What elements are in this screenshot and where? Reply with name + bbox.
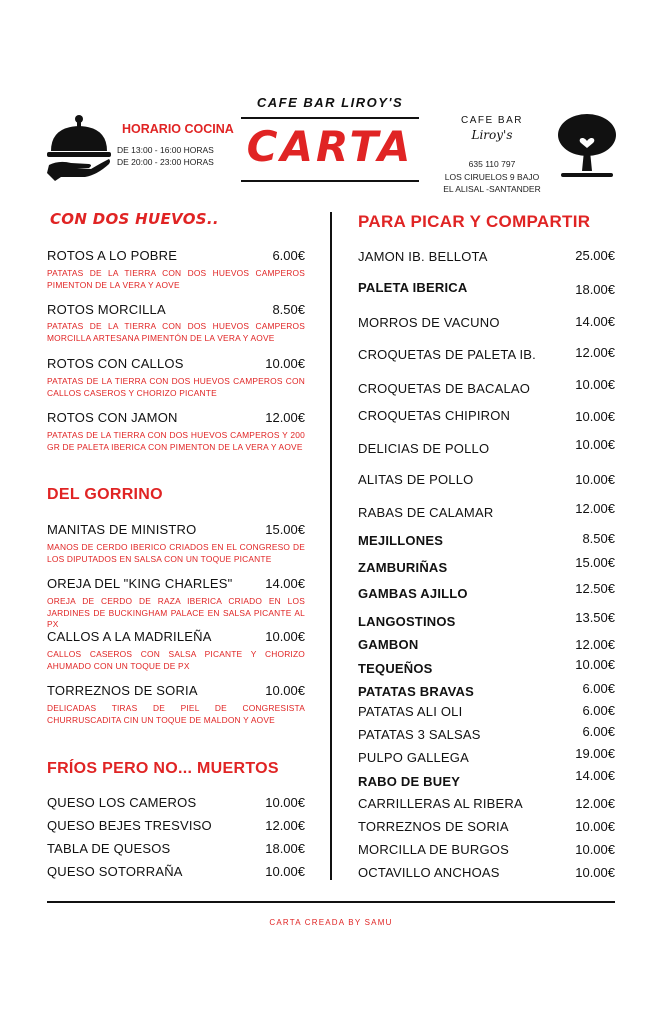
menu-item-name: CROQUETAS DE PALETA IB. [358,347,536,362]
tree-logo-icon [557,113,617,181]
menu-item-name: PATATAS ALI OLI [358,704,463,719]
section-title-gorrino: DEL GORRINO [47,486,163,503]
footer-credit: CARTA CREADA BY SAMU [269,918,393,927]
menu-item-name: MORROS DE VACUNO [358,315,500,330]
menu-item-name: RABO DE BUEY [358,774,461,789]
menu-item-name: DELICIAS DE POLLO [358,441,490,456]
title-rule-top [241,117,419,119]
menu-item-price: 14.00€ [575,768,615,783]
page-title: CARTA [246,122,414,171]
menu-item-name: PATATAS 3 SALSAS [358,727,481,742]
menu-item-name: OCTAVILLO ANCHOAS [358,865,500,880]
menu-item-price: 6.00€ [582,703,615,718]
menu-item-price: 10.00€ [575,819,615,834]
menu-item-price: 10.00€ [575,865,615,880]
address-cafe-label: CAFE BAR [460,115,523,126]
menu-item-name: PATATAS BRAVAS [358,684,474,699]
menu-item-price: 14.00€ [575,314,615,329]
menu-item-price: 12.50€ [575,581,615,596]
menu-item-name: ALITAS DE POLLO [358,472,474,487]
menu-item-name: MORCILLA DE BURGOS [358,842,509,857]
menu-item-name: TABLA DE QUESOS [47,841,171,856]
menu-item-description: PATATAS DE LA TIERRA CON DOS HUEVOS CAMPEROS Y 200 GR DE PALETA IBERICA CON PIMENTON DE LA VERA Y AOVE [47,430,305,452]
menu-item-name: PULPO GALLEGA [358,750,469,765]
menu-item-name: QUESO SOTORRAÑA [47,864,183,879]
menu-item-price: 6.00€ [582,724,615,739]
menu-item-name: CROQUETAS DE BACALAO [358,381,531,396]
cafe-title: CAFE BAR LIROY'S [256,95,404,110]
menu-item-name: TORREZNOS DE SORIA [358,819,509,834]
menu-item-price: 12.00€ [575,501,615,516]
menu-item-price: 12.00€ [575,796,615,811]
menu-item-price: 10.00€ [265,795,305,810]
menu-item-price: 12.00€ [265,818,305,833]
horario-title: HORARIO COCINA [122,122,234,136]
menu-item-price: 6.00€ [582,681,615,696]
menu-item-name: CROQUETAS CHIPIRON [358,408,511,423]
menu-item-price: 12.00€ [575,345,615,360]
menu-item-name: ROTOS MORCILLA [47,302,166,317]
menu-item-name: ROTOS CON JAMON [47,410,178,425]
menu-item-price: 15.00€ [265,522,305,537]
menu-item-price: 10.00€ [265,629,305,644]
menu-item-price: 8.50€ [272,302,305,317]
menu-item-price: 10.00€ [575,472,615,487]
menu-item-price: 15.00€ [575,555,615,570]
menu-item-price: 10.00€ [575,377,615,392]
cloche-icon [45,113,113,183]
address-street: LOS CIRUELOS 9 BAJO [444,172,540,182]
menu-item-price: 10.00€ [265,864,305,879]
section-title-picar: PARA PICAR Y COMPARTIR [358,212,591,231]
menu-item-name: GAMBAS AJILLO [358,586,468,601]
menu-item-name: RABAS DE CALAMAR [358,505,494,520]
section-title-frios: FRÍOS PERO NO... MUERTOS [47,760,279,777]
menu-item-description: OREJA DE CERDO DE RAZA IBERICA CRIADO EN LOS JARDINES DE BUCKINGHAM PALACE EN SALSA PICANTE AL PX [47,596,305,629]
menu-item-description: DELICADAS TIRAS DE PIEL DE CONGRESISTA CHURRUSCADITA CIN UN TOQUE DE MALDON Y AOVE [47,703,305,725]
menu-item-name: ROTOS CON CALLOS [47,356,184,371]
address-bar-name: Liroy's [471,128,513,142]
footer-divider [47,901,615,903]
menu-item-name: TORREZNOS DE SORIA [47,683,198,698]
menu-item-price: 14.00€ [265,576,305,591]
menu-item-price: 10.00€ [575,657,615,672]
menu-item-description: PATATAS DE LA TIERRA CON DOS HUEVOS CAMPEROS MORCILLA ARTESANA PIMENTÓN DE LA VERA Y AOVE [47,321,305,343]
menu-item-price: 8.50€ [582,531,615,546]
menu-item-price: 12.00€ [575,637,615,652]
horario-line: DE 13:00 - 16:00 HORAS [117,145,214,155]
section-title-huevos: CON DOS HUEVOS.. [50,210,219,228]
menu-item-price: 18.00€ [575,282,615,297]
menu-item-price: 10.00€ [575,409,615,424]
menu-item-name: LANGOSTINOS [358,614,456,629]
menu-item-price: 13.50€ [575,610,615,625]
menu-item-price: 18.00€ [265,841,305,856]
title-rule-bottom [241,180,419,182]
menu-item-description: CALLOS CASEROS CON SALSA PICANTE Y CHORIZO AHUMADO CON UN TOQUE DE PX [47,649,305,671]
menu-item-price: 12.00€ [265,410,305,425]
menu-item-name: ROTOS A LO POBRE [47,248,178,263]
menu-item-name: QUESO LOS CAMEROS [47,795,197,810]
menu-item-name: QUESO BEJES TRESVISO [47,818,212,833]
menu-item-name: CALLOS A LA MADRILEÑA [47,629,212,644]
menu-item-name: GAMBON [358,637,419,652]
menu-item-price: 10.00€ [265,356,305,371]
menu-item-name: JAMON IB. BELLOTA [358,249,488,264]
horario-line: DE 20:00 - 23:00 HORAS [117,157,214,167]
menu-item-name: PALETA IBERICA [358,280,468,295]
address-city: EL ALISAL -SANTANDER [443,184,541,194]
menu-item-description: MANOS DE CERDO IBERICO CRIADOS EN EL CONGRESO DE LOS DIPUTADOS EN SALSA CON UN TOQUE PICANTE [47,542,305,564]
menu-item-name: CARRILLERAS AL RIBERA [358,796,523,811]
menu-item-name: MEJILLONES [358,533,444,548]
menu-item-name: TEQUEÑOS [358,661,433,676]
menu-item-price: 10.00€ [575,842,615,857]
column-divider [330,212,332,880]
menu-item-price: 10.00€ [265,683,305,698]
menu-item-price: 25.00€ [575,248,615,263]
menu-item-name: MANITAS DE MINISTRO [47,522,197,537]
menu-item-name: OREJA DEL "KING CHARLES" [47,576,233,591]
menu-item-description: PATATAS DE LA TIERRA CON DOS HUEVOS CAMPEROS PIMENTON DE LA VERA Y AOVE [47,268,305,290]
menu-item-description: PATATAS DE LA TIERRA CON DOS HUEVOS CAMPEROS CON CALLOS CASEROS Y CHORIZO PICANTE [47,376,305,398]
menu-item-name: ZAMBURIÑAS [358,560,448,575]
menu-item-price: 10.00€ [575,437,615,452]
menu-item-price: 6.00€ [272,248,305,263]
phone-number: 635 110 797 [468,159,516,169]
menu-item-price: 19.00€ [575,746,615,761]
